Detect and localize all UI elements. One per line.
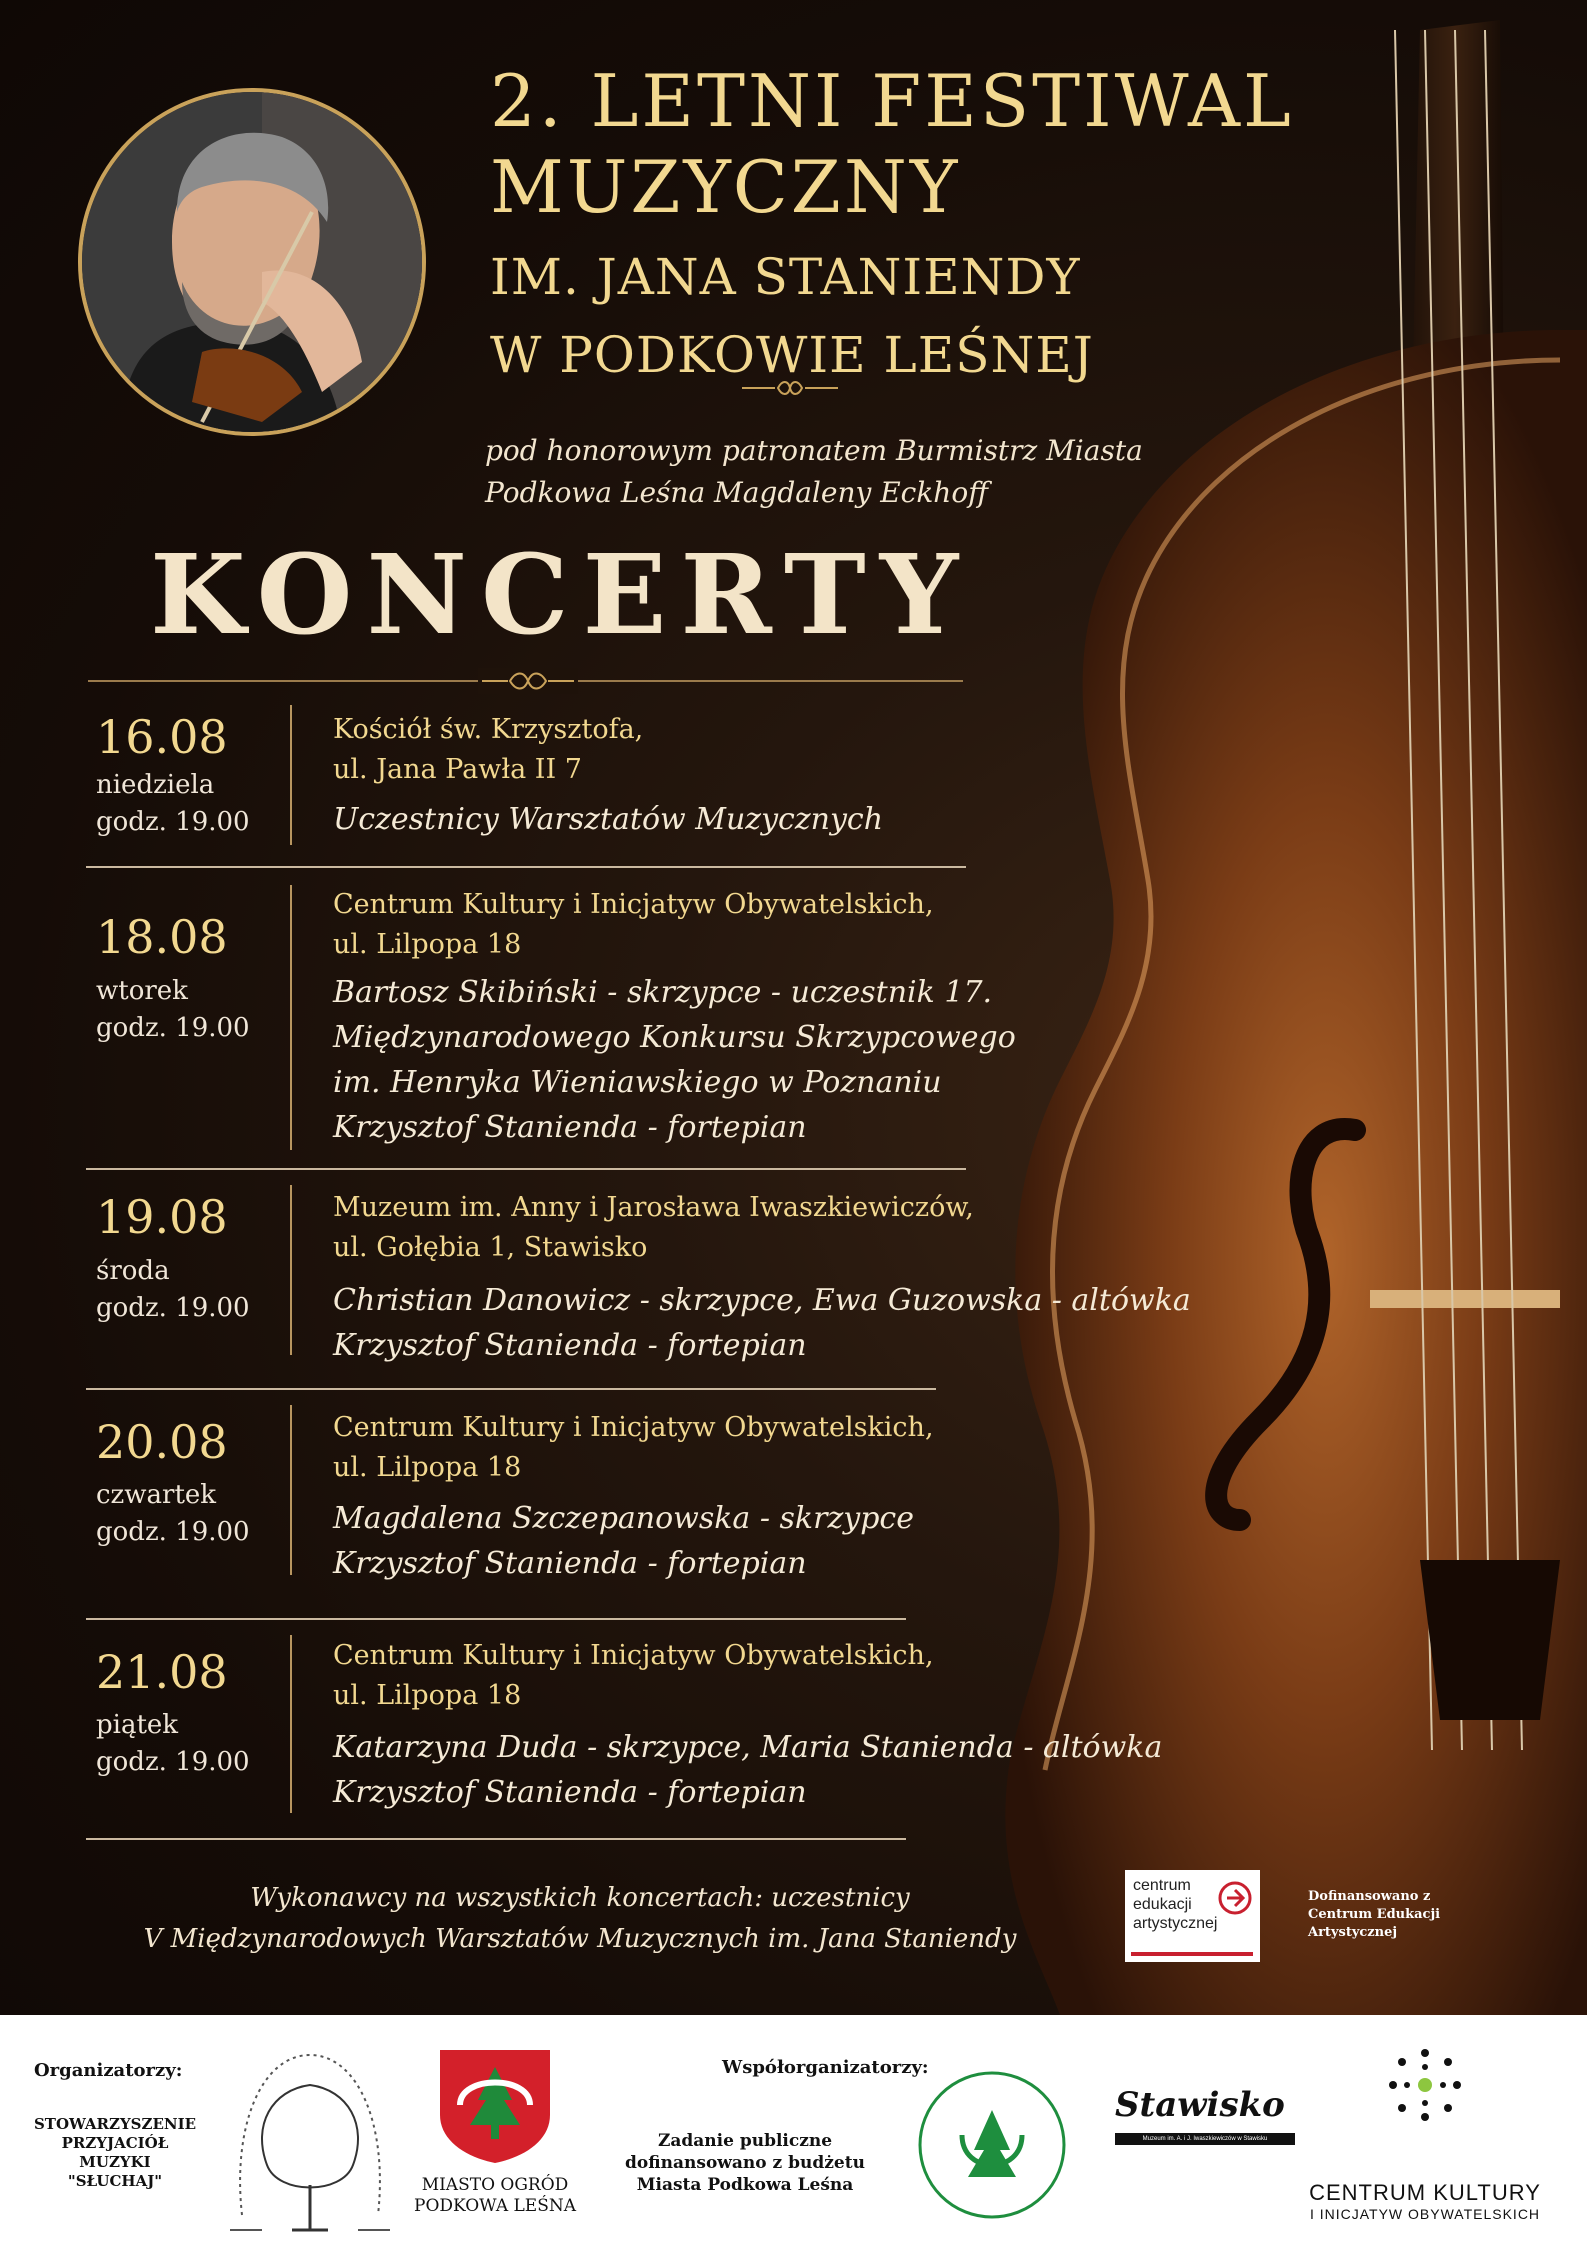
logo-underline — [1131, 1952, 1253, 1956]
concert-time: godz. 19.00 — [96, 1013, 250, 1043]
performer-line: Krzysztof Stanienda - fortepian — [333, 1110, 807, 1145]
association-name — [20, 2115, 210, 2191]
ornament-divider — [478, 668, 578, 694]
organizers-label: Organizatorzy: — [34, 2060, 183, 2081]
association-line: STOWARZYSZENIE — [33, 2115, 197, 2133]
venue-line: ul. Lilpopa 18 — [333, 929, 522, 960]
stawisko-subtitle: Muzeum im. A. i J. Iwaszkiewiczów w Stawisku — [1115, 2133, 1295, 2145]
funding-line: Centrum Edukacji — [1308, 1907, 1441, 1922]
city-name — [405, 2175, 585, 2217]
concert-performers — [333, 1725, 1162, 1815]
ckio-name — [1300, 2180, 1550, 2222]
association-line: "SŁUCHAJ" — [67, 2172, 163, 2190]
city-coat-of-arms-icon — [430, 2045, 560, 2165]
public-task-line: Zadanie publiczne — [657, 2131, 833, 2151]
concert-date: 18.08 — [96, 910, 228, 964]
sponsors-strip — [0, 2015, 1587, 2245]
city-line: MIASTO OGRÓD — [421, 2175, 569, 2195]
concert-time: godz. 19.00 — [96, 1293, 250, 1323]
logo-line: centrum — [1133, 1877, 1191, 1894]
concert-day: środa — [96, 1256, 170, 1286]
performer-line: Krzysztof Stanienda - fortepian — [333, 1546, 807, 1581]
performer-line: Międzynarodowego Konkursu Skrzypcowego — [333, 1020, 1016, 1055]
cea-emblem-icon — [1217, 1880, 1253, 1916]
association-tree-logo — [222, 2035, 397, 2240]
coorganizers-label: Współorganizatorzy: — [722, 2057, 929, 2078]
performer-line: Christian Danowicz - skrzypce, Ewa Guzowska - altówka — [333, 1283, 1191, 1318]
association-line: PRZYJACIÓŁ — [61, 2134, 169, 2152]
concert-performers — [333, 970, 1016, 1150]
vertical-rule — [290, 705, 292, 845]
note-line: V Międzynarodowych Warsztatów Muzycznych im. Jana Staniendy — [143, 1924, 1017, 1954]
performers-note — [140, 1878, 1020, 1960]
venue-line: Kościół św. Krzysztofa, — [333, 714, 644, 745]
vertical-rule — [290, 1405, 292, 1575]
performer-line: im. Henryka Wieniawskiego w Poznaniu — [333, 1065, 942, 1100]
concert-time: godz. 19.00 — [96, 1747, 250, 1777]
venue-line: ul. Lilpopa 18 — [333, 1680, 522, 1711]
title-line-1: 2. LETNI FESTIWAL — [490, 59, 1294, 143]
concerts-heading: KONCERTY — [150, 530, 973, 659]
ckio-star-logo-icon — [1375, 2035, 1475, 2135]
concert-day: czwartek — [96, 1480, 217, 1510]
performer-line: Katarzyna Duda - skrzypce, Maria Stanienda - altówka — [333, 1730, 1163, 1765]
ckio-line: CENTRUM KULTURY — [1309, 2180, 1541, 2205]
patronage-line-1: pod honorowym patronatem Burmistrz Miasta — [485, 434, 1143, 467]
funding-note — [1308, 1888, 1440, 1942]
logo-line: artystycznej — [1133, 1915, 1218, 1932]
performer-line: Krzysztof Stanienda - fortepian — [333, 1328, 807, 1363]
concert-day: piątek — [96, 1710, 179, 1740]
divider — [86, 1838, 906, 1840]
concert-venue — [333, 710, 643, 790]
concert-venue — [333, 1188, 974, 1268]
public-task-line: dofinansowano z budżetu — [625, 2153, 865, 2173]
venue-line: Centrum Kultury i Inicjatyw Obywatelskich, — [333, 889, 934, 920]
performer-line: Uczestnicy Warsztatów Muzycznych — [333, 802, 884, 837]
concert-performers — [333, 797, 883, 842]
concert-date: 21.08 — [96, 1645, 228, 1699]
patronage-text — [485, 430, 1143, 514]
concert-day: niedziela — [96, 770, 215, 800]
venue-line: Centrum Kultury i Inicjatyw Obywatelskich, — [333, 1640, 934, 1671]
festival-title — [490, 58, 1390, 386]
subtitle-line-2: W PODKOWIE LEŚNEJ — [490, 326, 1094, 384]
logo-line: edukacji — [1133, 1896, 1192, 1913]
performer-line: Bartosz Skibiński - skrzypce - uczestnik 17. — [333, 975, 993, 1010]
vertical-rule — [290, 885, 292, 1150]
concert-performers — [333, 1496, 914, 1586]
subtitle-line-1: IM. JANA STANIENDY — [490, 248, 1081, 306]
funding-line: Artystycznej — [1308, 1925, 1398, 1940]
city-line: PODKOWA LEŚNA — [414, 2196, 576, 2216]
concert-day: wtorek — [96, 976, 188, 1006]
concert-time: godz. 19.00 — [96, 807, 250, 837]
violinist-portrait — [78, 88, 426, 436]
vertical-rule — [290, 1185, 292, 1355]
venue-line: Muzeum im. Anny i Jarosława Iwaszkiewiczów, — [333, 1192, 974, 1223]
concert-venue — [333, 1408, 934, 1488]
ornament-divider — [740, 378, 840, 398]
divider — [86, 1388, 936, 1390]
note-line: Wykonawcy na wszystkich koncertach: uczestnicy — [250, 1883, 910, 1913]
public-task-note — [600, 2130, 890, 2196]
cea-logo — [1125, 1870, 1260, 1962]
concert-date: 19.08 — [96, 1190, 228, 1244]
ckio-line: I INICJATYW OBYWATELSKICH — [1309, 2206, 1541, 2222]
concert-date: 16.08 — [96, 710, 228, 764]
venue-line: ul. Jana Pawła II 7 — [333, 754, 582, 785]
public-task-line: Miasta Podkowa Leśna — [636, 2175, 854, 2195]
venue-line: ul. Lilpopa 18 — [333, 1452, 522, 1483]
stawisko-logo: Stawisko — [1115, 2085, 1285, 2125]
concert-date: 20.08 — [96, 1415, 228, 1469]
concert-time: godz. 19.00 — [96, 1517, 250, 1547]
association-line: MUZYKI — [79, 2153, 151, 2171]
vertical-rule — [290, 1635, 292, 1813]
venue-line: Centrum Kultury i Inicjatyw Obywatelskich, — [333, 1412, 934, 1443]
concert-performers — [333, 1278, 1191, 1368]
venue-line: ul. Gołębia 1, Stawisko — [333, 1232, 648, 1263]
divider — [86, 1168, 966, 1170]
performer-line: Magdalena Szczepanowska - skrzypce — [333, 1501, 914, 1536]
school-logo-icon — [912, 2065, 1072, 2225]
divider — [86, 866, 966, 868]
patronage-line-2: Podkowa Leśna Magdaleny Eckhoff — [485, 476, 989, 509]
performer-line: Krzysztof Stanienda - fortepian — [333, 1775, 807, 1810]
title-line-2: MUZYCZNY — [490, 145, 961, 229]
funding-line: Dofinansowano z — [1308, 1889, 1431, 1904]
concert-venue — [333, 1636, 934, 1716]
concert-venue — [333, 885, 934, 965]
divider — [86, 1618, 906, 1620]
